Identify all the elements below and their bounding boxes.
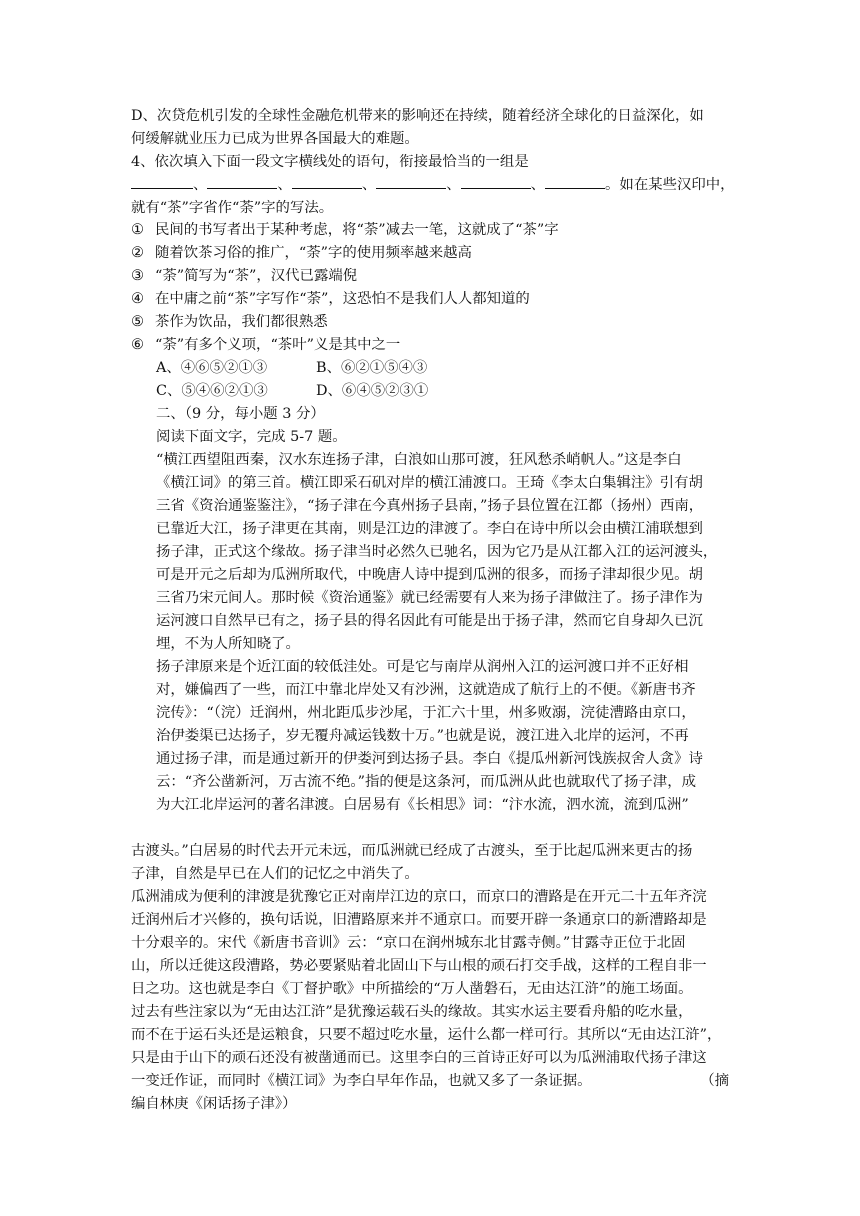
paragraph-1-line: “横江西望阻西秦，汉水东连扬子津，白浪如山那可渡，狂风愁杀峭帆人。”这是李白 [156,452,682,468]
item-text: 在中庸之前“茶”字写作“荼”，这恐怕不是我们人人都知道的 [155,291,530,307]
separator: 、 [277,177,292,193]
paragraph-1-line: 运河渡口自然早已有之，扬子县的得名因此有可能是出于扬子津，然而它自身却久已沉 [156,613,703,629]
option-d-line-2: 何缓解就业压力已成为世界各国最大的难题。 [131,131,419,147]
item-text: 茶作为饮品，我们都很熟悉 [155,314,328,330]
blank-5 [461,174,531,189]
item-5 [131,311,328,333]
paragraph-2-line: 为大江北岸运河的著名津渡。白居易有《长相思》词：“汴水流，泗水流，流到瓜洲” [156,797,689,813]
source-note: 编自林庚《闲话扬子津》） [131,1096,297,1112]
question-4-prompt: 4、依次填入下面一段文字横线处的语句，衔接最恰当的一组是 [131,154,529,170]
paragraph-1-line: 已靠近大江，扬子津更在其南，则是江边的津渡了。李白在诗中所以会由横江浦联想到 [156,521,703,537]
item-1 [131,219,559,241]
options-row-2 [156,380,428,402]
separator: 、 [193,177,208,193]
separator: 、 [446,177,461,193]
blank-6 [545,174,605,189]
option-d-line-1: D、次贷危机引发的全球性金融危机带来的影响还在持续，随着经济全球化的日益深化，如 [131,108,704,124]
item-4 [131,288,530,310]
option-a: A、④⑥⑤②①③ [156,360,268,376]
options-row-1 [156,357,427,379]
separator: 、 [361,177,377,193]
option-d: D、⑥④⑤②③① [316,383,429,399]
paragraph-2-line: 扬子津原来是个近江面的较低洼处。可是它与南岸从润州入江的运河渡口并不正好相 [156,659,689,675]
paragraph-4-line: 山，所以迁徙这段漕路，势必要紧贴着北固山下与山根的顽石打交手战，这样的工程自非一 [131,958,707,974]
option-b: B、⑥②①⑤④③ [316,360,428,376]
paragraph-3-line: 古渡头。”白居易的时代去开元未远，而瓜洲就已经成了古渡头，至于比起瓜洲来更古的扬 [131,843,693,859]
item-number: ⑥ [131,337,144,353]
item-text: “荼”有多个义项，“茶叶”义是其中之一 [155,337,401,353]
item-2 [131,242,472,264]
paragraph-2-line: 浣传》：“（浣）迁润州，州北距瓜步沙尾，于汇六十里，州多败溺，浣徒漕路由京口， [156,705,696,721]
source-note-start: （摘 [700,1073,729,1089]
fill-blank-tail: 。如在某些汉印中， [605,177,735,193]
paragraph-2-line: 治伊娄渠已达扬子，岁无覆舟减运钱数十万。”也就是说，渡江进入北岸的运河，不再 [156,728,689,744]
item-text: 随着饮茶习俗的推广，“荼”字的使用频率越来越高 [155,245,472,261]
item-text: 民间的书写者出于某种考虑，将“荼”减去一笔，这就成了“茶”字 [155,222,559,238]
paragraph-1-line: 三省《资治通鉴鉴注》，“扬子津在今真州扬子县南，”扬子县位置在江都（扬州）西南， [156,498,704,514]
paragraph-1-line: 《横江词》的第三首。横江即采石矶对岸的横江浦渡口。王琦《李太白集辑注》引有胡 [156,475,703,491]
paragraph-4-line: 一变迁作证，而同时《横江词》为李白早年作品，也就又多了一条证据。 [131,1073,592,1089]
reading-instruction: 阅读下面文字，完成 5-7 题。 [156,429,347,445]
paragraph-2-line: 对，嫌偏西了一些，而江中靠北岸处又有沙洲，这就造成了航行上的不便。《新唐书齐 [156,682,696,698]
item-number: ① [131,222,144,238]
paragraph-1-line: 可是开元之后却为瓜洲所取代，中晚唐人诗中提到瓜洲的很多，而扬子津却很少见。胡 [156,567,703,583]
paragraph-3-line: 子津，自然是早已在人们的记忆之中消失了。 [131,866,419,882]
separator: 、 [530,177,546,193]
item-6 [131,334,400,356]
paragraph-4-line: 十分艰辛的。宋代《新唐书音训》云：“京口在润州城东北甘露寺侧。”甘露寺正位于北固 [131,935,686,951]
paragraph-2-line: 云：“齐公凿新河，万古流不绝。”指的便是这条河，而瓜洲从此也就取代了扬子津，成 [156,774,696,790]
section-2-heading: 二、（9 分，每小题 3 分） [156,406,325,422]
item-number: ④ [131,291,144,307]
item-number: ② [131,245,144,261]
blank-3 [292,174,362,189]
fill-blank-line [131,174,735,196]
paragraph-4-line: 而不在于运石头还是运粮食，只要不超过吃水量，运什么都一样可行。其所以“无由达江浒”， [131,1027,722,1043]
item-number: ⑤ [131,314,144,330]
blank-1 [131,174,193,189]
item-3 [131,265,357,287]
paragraph-4-line: 迁润州后才兴修的，换句话说，旧漕路原来并不通京口。而要开辟一条通京口的新漕路却是 [131,912,707,928]
paragraph-4-line: 过去有些注家以为“无由达江浒”是犹豫运载石头的缘故。其实水运主要看舟船的吃水量， [131,1004,693,1020]
question-4-context: 就有“茶”字省作“荼”字的写法。 [131,200,334,216]
option-c: C、⑤④⑥②①③ [156,383,268,399]
paragraph-1-line: 扬子津，正式这个缘故。扬子津当时必然久已驰名，因为它乃是从江都入江的运河渡头， [156,544,718,560]
blank-4 [376,174,446,189]
item-text: “荼”简写为“茶”，汉代已露端倪 [155,268,358,284]
blank-2 [207,174,277,189]
paragraph-1-line: 埋，不为人所知晓了。 [156,636,300,652]
paragraph-1-line: 三省乃宋元间人。那时候《资治通鉴》就已经需要有人来为扬子津做注了。扬子津作为 [156,590,703,606]
paragraph-4-line: 日之功。这也就是李白《丁督护歌》中所描绘的“万人凿磐石，无由达江浒”的施工场面。 [131,981,693,997]
paragraph-4-line: 只是由于山下的顽石还没有被凿通而已。这里李白的三首诗正好可以为瓜洲浦取代扬子津这 [131,1050,707,1066]
item-number: ③ [131,268,144,284]
paragraph-4-line: 瓜洲浦成为便利的津渡是犹豫它正对南岸江边的京口，而京口的漕路是在开元二十五年齐浣 [131,889,707,905]
paragraph-2-line: 通过扬子津，而是通过新开的伊娄河到达扬子县。李白《提瓜州新河饯族叔舍人贪》诗 [156,751,703,767]
